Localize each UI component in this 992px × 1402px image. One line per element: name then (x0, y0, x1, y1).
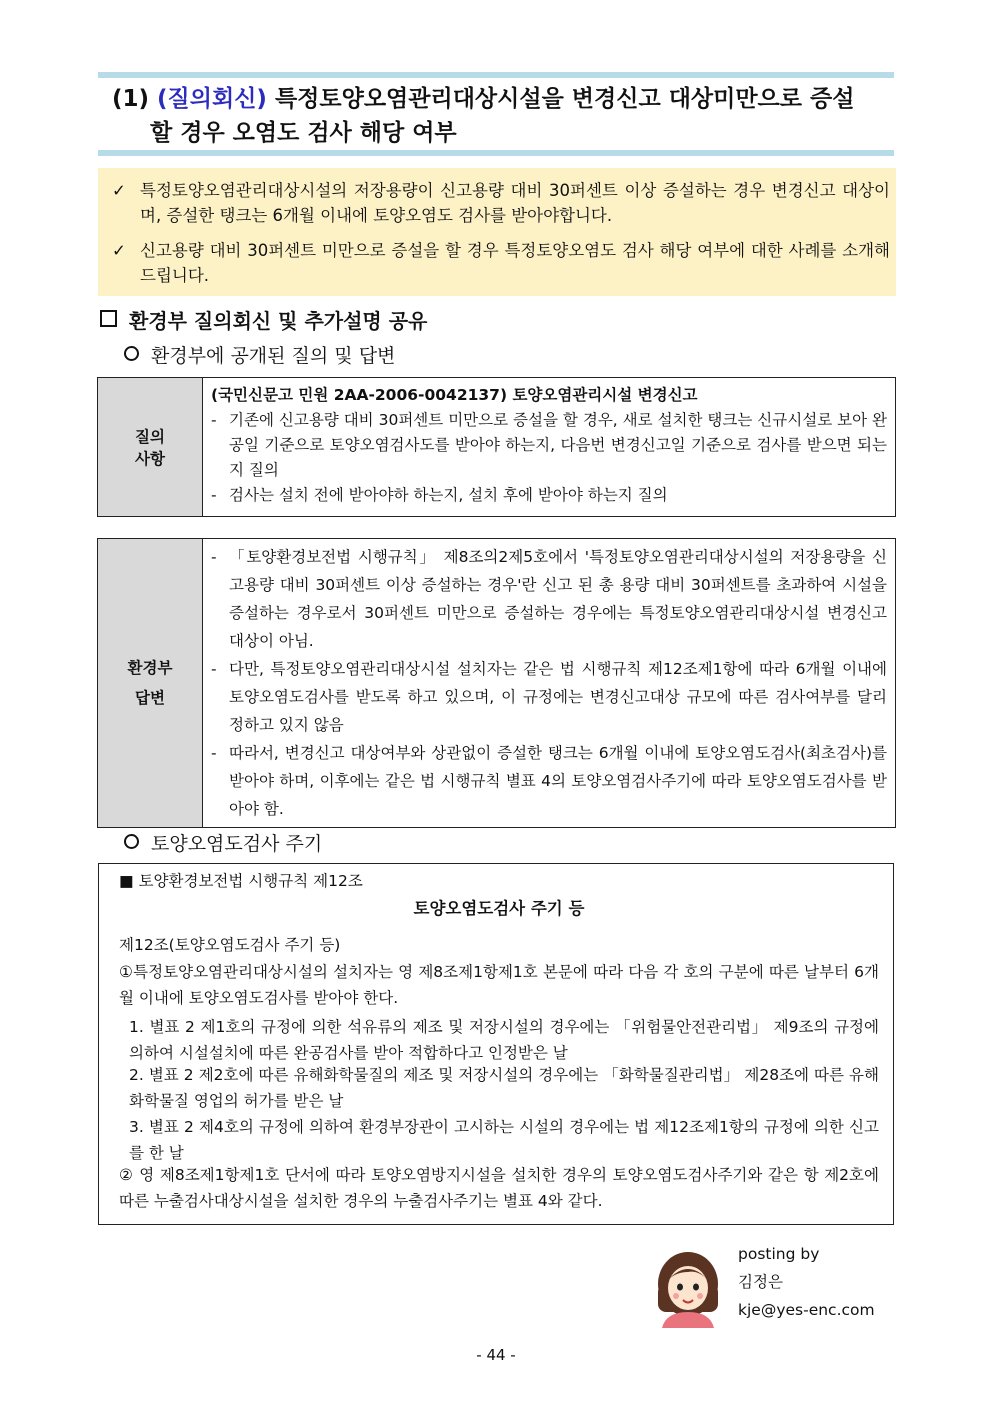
question-label (98, 378, 203, 517)
law-item-3: 3. 별표 2 제4호의 규정에 의하여 환경부장관이 고시하는 시설의 경우에는 법 제12조제1항의 규정에 의한 신고를 한 날 (129, 1118, 879, 1162)
law-source: ■ 토양환경보전법 시행규칙 제12조 (119, 872, 363, 890)
law-item-1: 1. 별표 2 제1호의 규정에 의한 석유류의 제조 및 저장시설의 경우에는 「위험물안전관리법」 제9조의 규정에 의하여 시설설치에 따른 완공검사를 받아 적합하다고 인정받은 날 (129, 1018, 879, 1062)
posting-email: kje@yes-enc.com (738, 1301, 875, 1319)
law-excerpt-box (98, 863, 894, 1225)
summary-text: 신고용량 대비 30퍼센트 미만으로 증설을 할 경우 특정토양오염도 검사 해당 여부에 대한 사례를 소개해 드립니다. (140, 241, 890, 285)
title-line2: 할 경우 오염도 검사 해당 여부 (150, 120, 457, 146)
circle-bullet-icon (124, 346, 139, 361)
answer-body (203, 539, 896, 828)
law-article: 제12조(토양오염도검사 주기 등) (119, 936, 341, 954)
title-top-rule (98, 72, 894, 78)
law-heading: 토양오염도검사 주기 등 (413, 899, 585, 918)
answer-item: - 다만, 특정토양오염관리대상시설 설치자는 같은 법 시행규칙 제12조제1항에 따라 6개월 이내에 토양오염도검사를 받도록 하고 있으며, 이 규정에는 변경신고대상 규모에 따른 검사여부를 달리 정하고 있지 않음 (211, 655, 887, 739)
answer-item: - 「토양환경보전법 시행규칙」 제8조의2제5호에서 '특정토양오염관리대상시설의 저장용량을 신고용량 대비 30퍼센트 이상 증설하는 경우'란 신고 된 총 용량 대비 30퍼센트를 초과하여 시설을 증설하는 경우로서 30퍼센트 미만으로 증설하는 경우에는 특정토양오염관리대상시설 변경신고 대상이 아님. (211, 543, 887, 655)
answer-table (97, 538, 896, 828)
answer-item: - 따라서, 변경신고 대상여부와 상관없이 증설한 탱크는 6개월 이내에 토양오염도검사(최초검사)를 받아야 하며, 이후에는 같은 법 시행규칙 별표 4의 토양오염검사주기에 따라 토양오염도검사를 받아야 함. (211, 739, 887, 823)
posting-author: 김정은 (738, 1273, 783, 1291)
law-item-2: 2. 별표 2 제2호에 따른 유해화학물질의 제조 및 저장시설의 경우에는 「화학물질관리법」 제28조에 따른 유해화학물질 영업의 허가를 받은 날 (129, 1066, 879, 1110)
subsection-heading (124, 830, 322, 858)
question-table (97, 377, 896, 517)
question-label-line: 사항 (135, 450, 165, 468)
answer-label-line: 환경부 (127, 659, 173, 677)
title-tag: (질의회신) (157, 86, 267, 112)
posting-label: posting by (738, 1245, 820, 1263)
question-title: (국민신문고 민원 2AA-2006-0042137) 토양오염관리시설 변경신고 (211, 386, 698, 404)
subsection-heading (124, 342, 395, 370)
question-body (203, 378, 896, 517)
summary-item (112, 238, 890, 288)
question-item: - 검사는 설치 전에 받아야하 하는지, 설치 후에 받아야 하는지 질의 (211, 483, 887, 508)
check-icon: ✓ (112, 181, 126, 200)
answer-label-line: 답변 (135, 689, 165, 707)
author-avatar-icon (652, 1250, 724, 1328)
section-heading (100, 306, 427, 336)
law-paragraph-2: ② 영 제8조제1항제1호 단서에 따라 토양오염방지시설을 설치한 경우의 토양오염도검사주기와 같은 항 제2호에 따른 누출검사대상시설을 설치한 경우의 누출검사주기는 별표 4와 같다. (119, 1166, 879, 1210)
title-bottom-rule (98, 150, 894, 156)
question-item: - 기존에 신고용량 대비 30퍼센트 미만으로 증설을 할 경우, 새로 설치한 탱크는 신규시설로 보아 완공일 기준으로 토양오염검사도를 받아야 하는지, 다음번 변경신고일 기준으로 검사를 받으면 되는지 질의 (211, 408, 887, 483)
subsection-heading-text: 환경부에 공개된 질의 및 답변 (151, 345, 396, 367)
summary-text: 특정토양오염관리대상시설의 저장용량이 신고용량 대비 30퍼센트 이상 증설하는 경우 변경신고 대상이며, 증설한 탱크는 6개월 이내에 토양오염도 검사를 받아야합니다. (140, 181, 890, 225)
page-title (112, 82, 892, 150)
page-number: - 44 - (476, 1346, 516, 1364)
section-heading-text: 환경부 질의회신 및 추가설명 공유 (129, 309, 428, 333)
subsection-heading-text: 토양오염도검사 주기 (151, 833, 323, 855)
summary-item (112, 178, 890, 228)
posting-info (738, 1240, 875, 1324)
title-number: (1) (112, 86, 150, 112)
question-label-line: 질의 (135, 428, 165, 446)
title-line1: 특정토양오염관리대상시설을 변경신고 대상미만으로 증설 (274, 86, 855, 112)
summary-box (98, 168, 896, 296)
circle-bullet-icon (124, 834, 139, 849)
law-paragraph-1: ①특정토양오염관리대상시설의 설치자는 영 제8조제1항제1호 본문에 따라 다음 각 호의 구분에 따른 날부터 6개월 이내에 토양오염도검사를 받아야 한다. (119, 963, 879, 1007)
square-bullet-icon (100, 310, 117, 327)
check-icon: ✓ (112, 241, 126, 260)
answer-label (98, 539, 203, 828)
